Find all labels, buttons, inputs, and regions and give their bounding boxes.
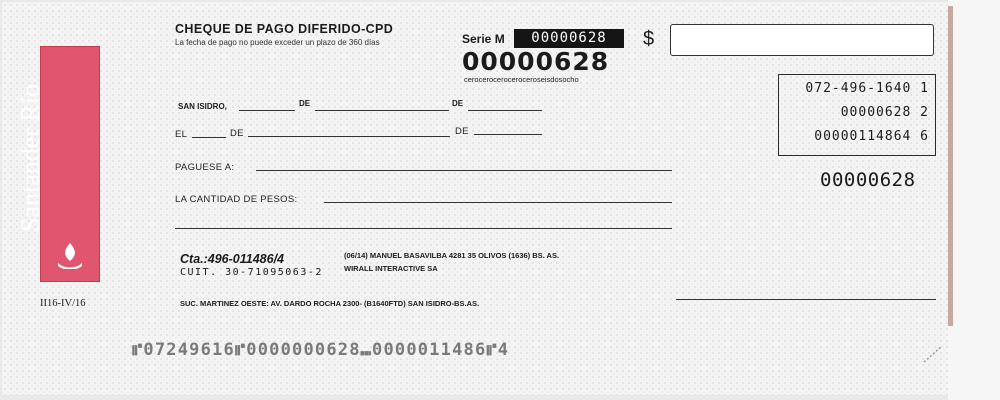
cheque-title: CHEQUE DE PAGO DIFERIDO-CPD: [175, 22, 394, 36]
de-label: DE: [455, 126, 469, 137]
cheque: [2, 2, 949, 395]
date-line[interactable]: [248, 136, 450, 137]
code-line: 00000628 2: [840, 105, 929, 120]
page-edge: [948, 0, 1000, 400]
side-code: II16-IV/16: [40, 298, 86, 309]
currency-symbol: $: [643, 28, 655, 50]
de-label: DE: [299, 99, 311, 108]
amount-words-line[interactable]: [175, 228, 672, 229]
el-label: EL: [175, 129, 188, 140]
cuit: CUIT. 30-71095063-2: [180, 267, 323, 278]
payee-label: PAGUESE A:: [175, 162, 235, 173]
amount-words-line[interactable]: [324, 202, 672, 203]
cheque-number: 00000628: [462, 47, 610, 76]
serie-label: Serie M: [462, 32, 505, 46]
micr-line: ⑈07249616⑈0000000628⑉0000011486⑈4: [132, 340, 510, 360]
holder-company: WIRALL INTERACTIVE SA: [344, 264, 438, 273]
de-label: DE: [452, 99, 464, 108]
amount-words-label: LA CANTIDAD DE PESOS:: [175, 194, 298, 205]
signature-line[interactable]: [676, 299, 936, 300]
code-line: 00000114864 6: [814, 129, 929, 144]
codes-box: [778, 74, 936, 156]
torn-corner-icon: [920, 342, 948, 366]
place-label: SAN ISIDRO,: [178, 102, 227, 111]
date-line[interactable]: [315, 110, 449, 111]
de-label: DE: [230, 128, 244, 139]
account-number: Cta.:496-011486/4: [180, 252, 285, 266]
payee-line[interactable]: [256, 170, 672, 171]
cheque-number-words: ceroceroceroceroceroseisdosocho: [464, 75, 579, 84]
serial-number: 00000628: [820, 169, 916, 191]
code-line: 072-496-1640 1: [805, 81, 929, 96]
date-line[interactable]: [239, 110, 295, 111]
holder-address: (06/14) MANUEL BASAVILBA 4281 35 OLIVOS (1636) BS. AS.: [344, 251, 560, 260]
date-line[interactable]: [474, 134, 542, 135]
cheque-subtitle: La fecha de pago no puede exceder un plazo de 360 días: [175, 38, 380, 47]
date-line[interactable]: [192, 137, 226, 138]
serie-number-box: 00000628: [514, 29, 624, 48]
bank-name: Santander Río: [16, 84, 45, 233]
branch-address: SUC. MARTINEZ OESTE: AV. DARDO ROCHA 2300- (B1640FTD) SAN ISIDRO-BS.AS.: [180, 299, 480, 308]
amount-field[interactable]: [670, 24, 934, 56]
date-line[interactable]: [468, 110, 542, 111]
